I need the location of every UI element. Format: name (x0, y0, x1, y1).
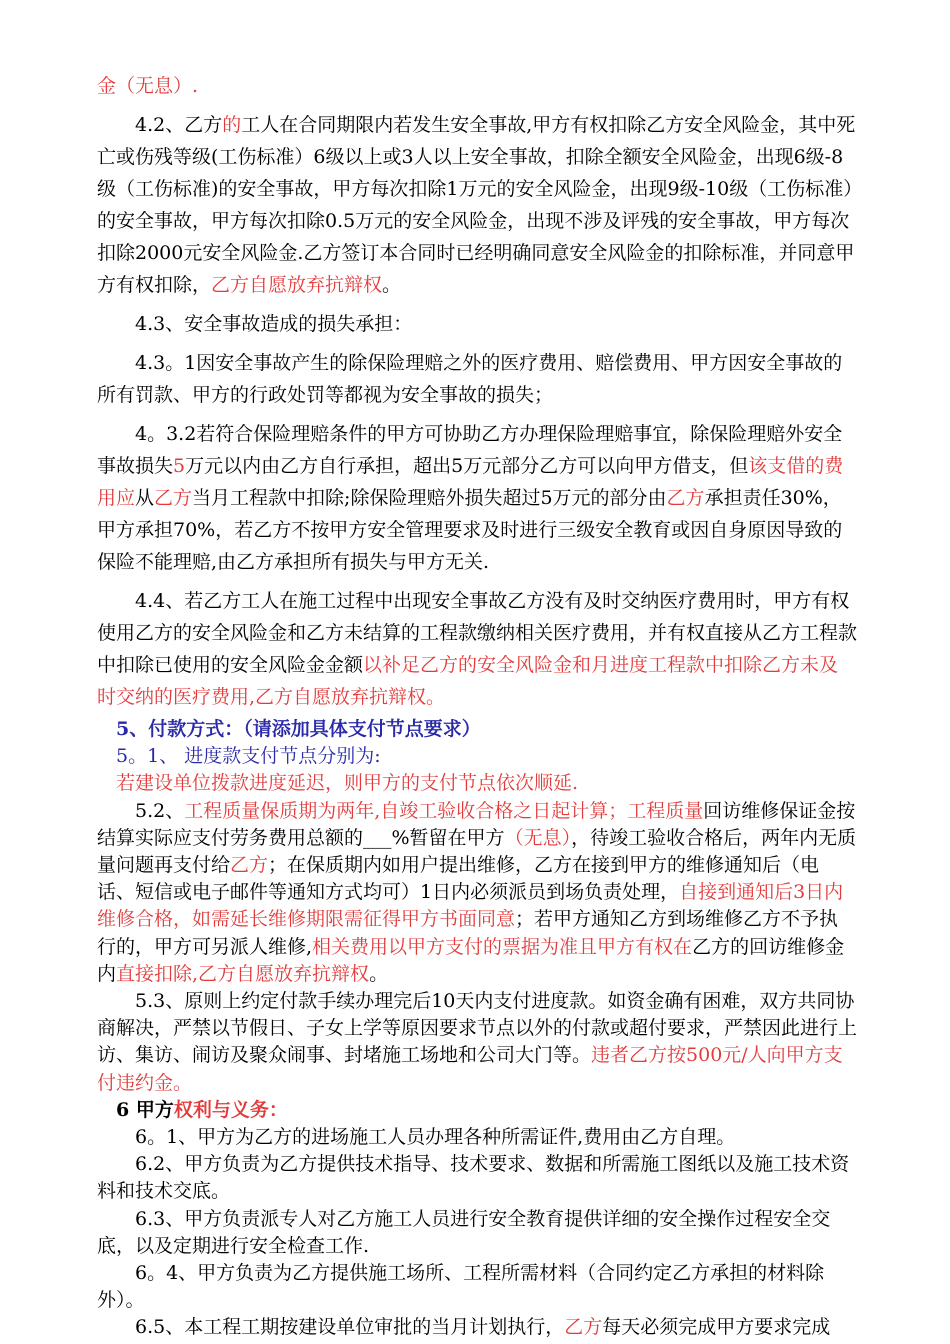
text-run: ，待竣工验收合格后，两年内无质量问题再支付给 (97, 826, 857, 877)
paragraph (97, 743, 857, 770)
text-run: 6.2、甲方负责为乙方提供技术指导、技术要求、数据和所需施工图纸以及施工技术资料和技术交底。 (97, 1153, 850, 1203)
paragraph (97, 109, 857, 301)
text-run: 6.3、甲方负责派专人对乙方施工人员进行安全教育提供详细的安全操作过程安全交底，以及定期进行安全检查工作. (97, 1207, 831, 1257)
text-run: 乙方 (154, 487, 193, 509)
text-run: 。 (382, 274, 402, 296)
text-run: 乙方 (230, 854, 269, 877)
text-run: 每天必须完成甲方要求完成 (602, 1316, 831, 1339)
text-run: 乙方的回访维修金内 (97, 935, 845, 985)
paragraph (97, 798, 857, 988)
text-run: 乙方自愿放弃抗辩权 (211, 274, 383, 296)
document-page (97, 70, 857, 1342)
paragraph (97, 1314, 857, 1341)
text-run: 5、付款方式：（请添加具体支付节点要求） (116, 718, 481, 740)
text-run: 承担责任30%，甲方承担70%，若乙方不按甲方安全管理要求及时进行三级安全教育或因自身原因导致的保险不能理赔,由乙方承担所有损失与甲方无关. (97, 487, 843, 573)
text-run: 工人在合同期限内若发生安全事故,甲方有权扣除乙方安全风险金，其中死亡或伤残等级(工伤标准）6级以上或3人以上安全事故，扣除全额安全风险金，出现6级-8级（工伤标准)的安全事故，甲方每次扣除1万元的安全风险金，出现9级-10级（工伤标准）的安全事故，甲方每次扣除0.5万元的安全风险金，出现不涉及评残的安全事故，甲方每次扣除2000元安全风险金.乙方签订本合同时已经明确同意安全风险金的扣除标准，并同意甲方有权扣除， (97, 114, 856, 296)
text-run: 5.2、 (135, 799, 185, 822)
text-run: 该支借的费用应 (97, 455, 844, 509)
text-run: 自接到通知后3日内维修合格，如需延长维修期限需征得甲方书面同意 (97, 881, 844, 931)
text-run: （无息） (504, 826, 572, 849)
text-run: 5.3、原则上约定付款手续办理完后10天内支付进度款。如资金确有困难，双方共同协商解决，严禁以节假日、子女上学等原因要求节点以外的付款或超付要求，严禁因此进行上访、集访、闹访及聚众闹事、封堵施工场地和公司大门等。 (97, 990, 858, 1067)
paragraph (97, 585, 857, 713)
text-run: 乙方 (666, 487, 705, 509)
text-run: 万元以内由乙方自行承担，超出5万元部分乙方可以向甲方借支，但 (185, 455, 749, 477)
text-run: 直接扣除,乙方自愿放弃抗辩权 (116, 962, 370, 985)
paragraph (97, 347, 857, 411)
paragraph (97, 988, 857, 1097)
text-run: 工程质量保质期为两年,自竣工验收合格之日起计算；工程质量 (184, 799, 704, 822)
text-run: 6.5、本工程工期按建设单位审批的当月计划执行， (135, 1316, 565, 1339)
text-run: 金（无息）. (97, 75, 199, 97)
text-run: 从 (135, 487, 155, 509)
text-run: 以补足乙方的安全风险金和月进度工程款中扣除乙方未及时交纳的医疗费用,乙方自愿放弃抗辩权。 (97, 654, 839, 708)
text-run: 违者乙方按500元/人向甲方支付违约金。 (97, 1044, 843, 1094)
text-run: ；若甲方通知乙方到场维修乙方不予执行的，甲方可另派人维修, (97, 908, 839, 958)
text-run: 的 (222, 114, 242, 136)
paragraph (97, 716, 857, 743)
text-run: 乙方 (564, 1316, 603, 1339)
paragraph (97, 1260, 857, 1314)
text-run: 4.2、乙方 (135, 114, 223, 136)
paragraph (97, 1151, 857, 1205)
paragraph (97, 1206, 857, 1260)
text-run: 相关费用以甲方支付的票据为准且甲方有权在 (312, 935, 693, 958)
text-run: 6。1、甲方为乙方的进场施工人员办理各种所需证件,费用由乙方自理。 (135, 1126, 736, 1149)
text-run: 4。3.2若符合保险理赔条件的甲方可协助乙方办理保险理赔事宜，除保险理赔外安全事故损失 (97, 423, 843, 477)
paragraph (97, 1097, 857, 1124)
text-run: 5 (173, 455, 186, 477)
text-run: 。 (369, 962, 389, 985)
text-run: 6 甲方 (116, 1098, 174, 1121)
text-run: 4.3、安全事故造成的损失承担： (135, 313, 413, 335)
text-run: 4.4、若乙方工人在施工过程中出现安全事故乙方没有及时交纳医疗费用时，甲方有权使用乙方的安全风险金和乙方未结算的工程款缴纳相关医疗费用，并有权直接从乙方工程款中扣除已使用的安全风险金金额 (97, 590, 858, 676)
text-run: 5。1、 进度款支付节点分别为: (116, 745, 381, 768)
text-run: 当月工程款中扣除;除保险理赔外损失超过5万元的部分由 (192, 487, 667, 509)
text-run: 回访维修保证金按结算实际应支付劳务费用总额的___%暂留在甲方 (97, 799, 856, 849)
text-run: ；在保质期内如用户提出维修，乙方在接到甲方的维修通知后（电话、短信或电子邮件等通知方式均可）1日内必须派员到场负责处理， (97, 854, 820, 904)
text-run: 权利与义务： (173, 1098, 288, 1121)
text-run: 4.3。1因安全事故产生的除保险理赔之外的医疗费用、赔偿费用、甲方因安全事故的所有罚款、甲方的行政处罚等都视为安全事故的损失； (97, 352, 843, 406)
paragraph (97, 770, 857, 797)
text-run: 6。4、甲方负责为乙方提供施工场所、工程所需材料（合同约定乙方承担的材料除外）。 (97, 1262, 825, 1312)
text-run: 若建设单位拨款进度延迟，则甲方的支付节点依次顺延. (116, 772, 579, 795)
paragraph (97, 308, 857, 340)
paragraph (97, 70, 857, 102)
paragraph (97, 418, 857, 578)
paragraph (97, 1124, 857, 1151)
